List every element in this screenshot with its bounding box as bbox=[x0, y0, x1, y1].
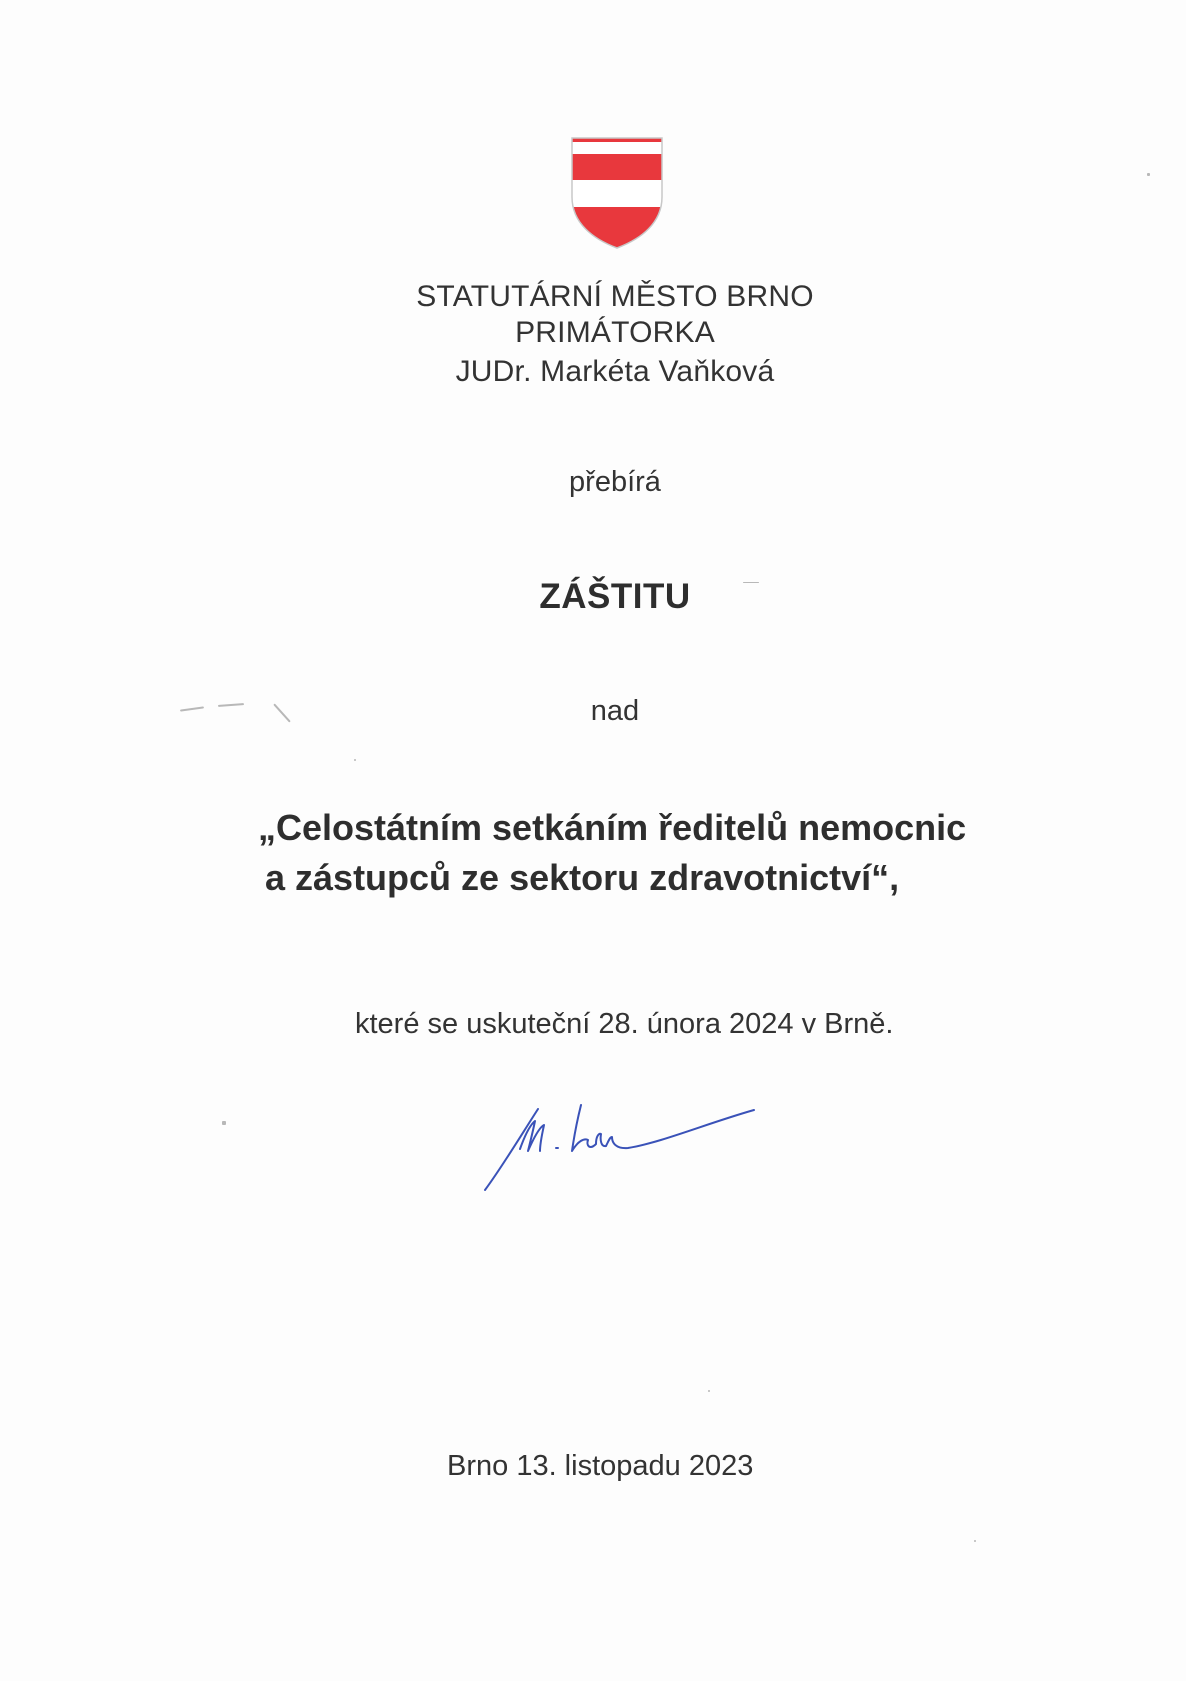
event-date-text: které se uskuteční 28. února 2024 v Brně. bbox=[355, 1008, 894, 1040]
patronage-heading: ZÁŠTITU bbox=[539, 577, 691, 616]
event-title-line-2: a zástupců ze sektoru zdravotnictví“, bbox=[265, 857, 900, 898]
issuer-office: PRIMÁTORKA bbox=[515, 316, 715, 349]
handwritten-signature bbox=[480, 1085, 780, 1195]
scan-dust-mark bbox=[743, 582, 759, 583]
scan-dust-mark bbox=[354, 759, 356, 761]
preposition-text: nad bbox=[590, 695, 640, 727]
issuer-name: JUDr. Markéta Vaňková bbox=[455, 355, 775, 388]
event-title-line-1: „Celostátním setkáním ředitelů nemocnic bbox=[258, 807, 967, 848]
scan-dust-mark bbox=[974, 1540, 976, 1542]
scan-dust-mark bbox=[708, 1390, 710, 1392]
scan-dust-mark bbox=[222, 1121, 226, 1125]
takes-over-text: přebírá bbox=[569, 466, 661, 498]
issuer-city: STATUTÁRNÍ MĚSTO BRNO bbox=[416, 280, 814, 313]
brno-coat-of-arms-icon bbox=[571, 137, 663, 249]
scan-dust-mark bbox=[1147, 173, 1150, 176]
place-and-date: Brno 13. listopadu 2023 bbox=[447, 1450, 754, 1482]
